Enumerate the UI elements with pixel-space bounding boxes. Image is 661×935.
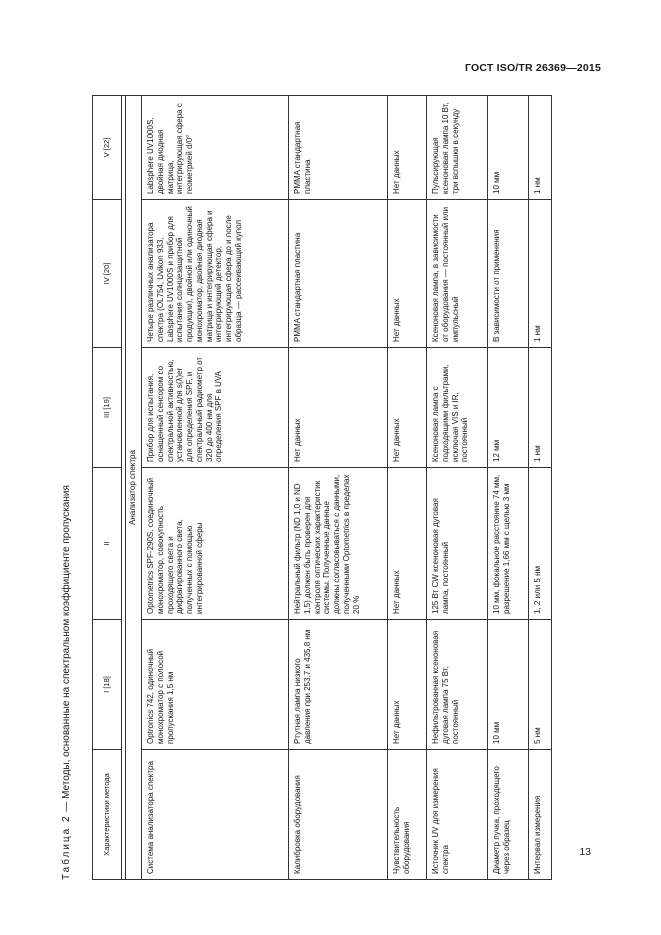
row-label: Источник UV для измерения спектра [427,750,488,880]
table-cell: Нефильтрованная ксеноновая дуговая лампа 75 Вт, постоянный [427,620,488,750]
table-cell: Нет данных [388,468,427,620]
row-label: Диаметр пучка, проходящего через образец [488,750,529,880]
header-characteristics: Характеристики метода [93,750,122,880]
table-cell: Ксеноновая лампа, в зависимости от оборудования — постоянный или импульсный [427,200,488,348]
methods-table [92,95,552,880]
header-method-ii: II [93,468,122,620]
table-cell: PMMA стандартная пластина [289,200,388,348]
row-label: Калибровка оборудования [289,750,388,880]
table-row [427,96,488,880]
table-cell: Нет данных [388,620,427,750]
table-cell: Нет данных [388,96,427,200]
table-row [289,96,388,880]
table-row [142,96,289,880]
table-cell: 10 мм, фокальное расстояние 74 мм, разрешение 1,66 мм с щелью 3 мм [488,468,529,620]
row-label: Интервал измерения [529,750,552,880]
row-label: Чувствительность оборудования [388,750,427,880]
table-cell: Нет данных [388,200,427,348]
group-label: Анализатор спектра [126,96,142,880]
table-cell: Optometrics SPF-290S, соединочный монохроматор, совокупность проходящего света и дифрагированного света, полученных с помощью интегрированной сферы [142,468,289,620]
table-cell: 125 Вт CW ксеноновая дуговая лампа, постоянный [427,468,488,620]
table-row [388,96,427,880]
group-row [126,96,142,880]
table-caption [42,485,92,880]
table-caption-label: Таблица 2 [61,814,72,880]
table-row [529,96,552,880]
table-header-row [93,96,122,880]
table-cell: 1, 2 или 5 нм [529,468,552,620]
table-cell: Четыре различных анализатора спектра (OL754, Uvikon 933, Labsphere UV1000S и прибор для испытания солнцезащитной продукции), двойной или одиночный монохроматор, двойная диодная матрица и интегрирующая сфера и интегрирующий детектор, интегрирующая сфера до и после образца — рассеивающий купол [142,200,289,348]
table-cell: Нет данных [388,348,427,468]
document-header: ГОСТ ISO/TR 26369—2015 [464,62,601,74]
table-cell: Ртутная лампа низкого давления при 253,7 и 435,8 нм [289,620,388,750]
header-method-iii: III [19] [93,348,122,468]
table-cell: 12 мм [488,348,529,468]
header-method-i: I [18] [93,620,122,750]
table-cell: Нейтральный фильтр (ND 1,0 и ND 1,5) должен быть проверен для контроля оптических характеристик системы. Полученные данные должны согласовываться с данными, полученными Optometrics в пределах 20 % [289,468,388,620]
table-cell: Пульсирующая ксеноновая лампа 10 Вт, три вспышки в секунду [427,96,488,200]
table-cell: 1 нм [529,348,552,468]
table-cell: 1 нм [529,96,552,200]
header-method-v: V [22] [93,96,122,200]
table-cell: 1 нм [529,200,552,348]
table-cell: Прибор для испытания, оснащенный сенсором со спектральной активностью, установленной для s(λ)er для определения SPF, и спектральный радиометр от 320 до 400 нм для определения SPF в UVA [142,348,289,468]
table-cell: Нет данных [289,348,388,468]
table-row [488,96,529,880]
page-number: 13 [579,846,591,858]
table-cell: PMMA стандартная пластина [289,96,388,200]
table-cell: Labsphere UV1000S, двойная диодная матрица, интегрирующая сфера с геометрией d/0° [142,96,289,200]
rotated-table-region [42,80,582,880]
header-method-iv: IV [20] [93,200,122,348]
table-cell: 5 нм [529,620,552,750]
table-cell: Optronics 742, одиночный монохроматор с полосой пропускания 1,5 нм [142,620,289,750]
table-caption-text: — Методы, основанные на спектральном коэффициенте пропускания [61,485,72,815]
table-cell: В зависимости от применения [488,200,529,348]
table-cell: 10 мм [488,620,529,750]
row-label: Система анализатора спектра [142,750,289,880]
table-cell: 10 мм [488,96,529,200]
table-cell: Ксеноновая лампа с подходящими фильтрами, исключая VIS и IR, постоянный [427,348,488,468]
